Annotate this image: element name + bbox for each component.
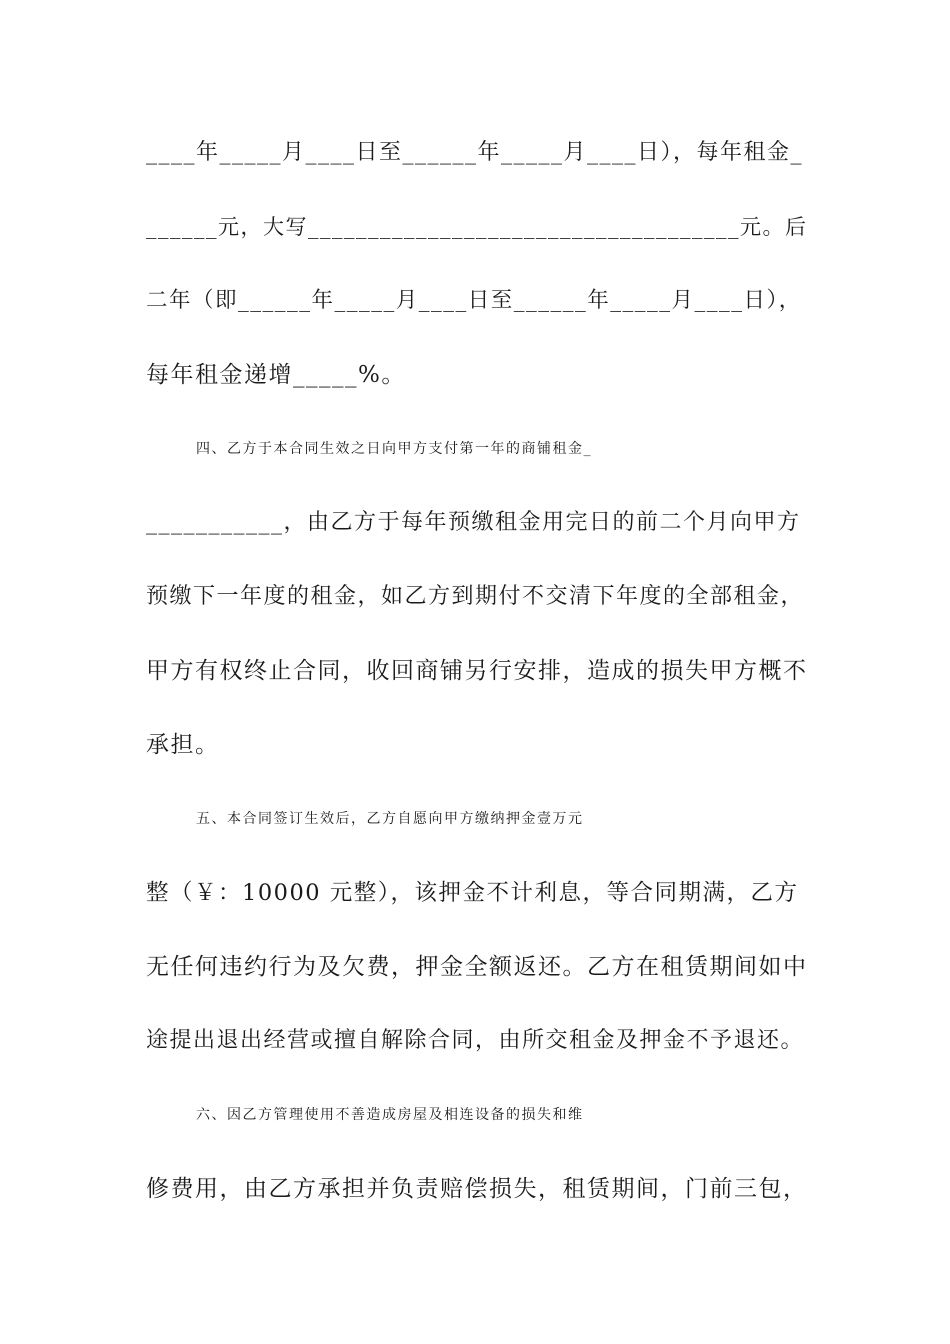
text-line: 修费用，由乙方承担并负责赔偿损失，租赁期间，门前三包，	[146, 1176, 808, 1202]
text-line: 途提出退出经营或擅自解除合同，由所交租金及押金不予退还。	[146, 1028, 805, 1053]
paragraph-start-line: 四、乙方于本合同生效之日向甲方支付第一年的商铺租金_	[196, 441, 592, 457]
text-line: 无任何违约行为及欠费，押金全额返还。乙方在租赁期间如中	[146, 954, 808, 980]
paragraph-start-line: 六、因乙方管理使用不善造成房屋及相连设备的损失和维	[196, 1107, 584, 1123]
text-line: ____年_____月____日至______年_____月____日），每年租金_	[146, 140, 804, 165]
text-line: ___________，由乙方于每年预缴租金用完日的前二个月向甲方	[146, 510, 801, 535]
paragraph-start-line: 五、本合同签订生效后，乙方自愿向甲方缴纳押金壹万元	[196, 811, 584, 827]
text-line: 承担。	[146, 732, 220, 758]
text-line: 甲方有权终止合同，收回商铺另行安排，造成的损失甲方概不	[146, 658, 808, 684]
text-line: ______元，大写____________________________________元。后	[146, 215, 808, 239]
text-line: 每年租金递增_____%。	[146, 362, 406, 388]
text-line: 二年（即______年_____月____日至______年_____月____日），	[146, 288, 802, 313]
text-line: 整（￥：10000 元整），该押金不计利息，等合同期满，乙方	[146, 880, 799, 906]
text-line: 预缴下一年度的租金，如乙方到期付不交清下年度的全部租金，	[146, 584, 805, 609]
